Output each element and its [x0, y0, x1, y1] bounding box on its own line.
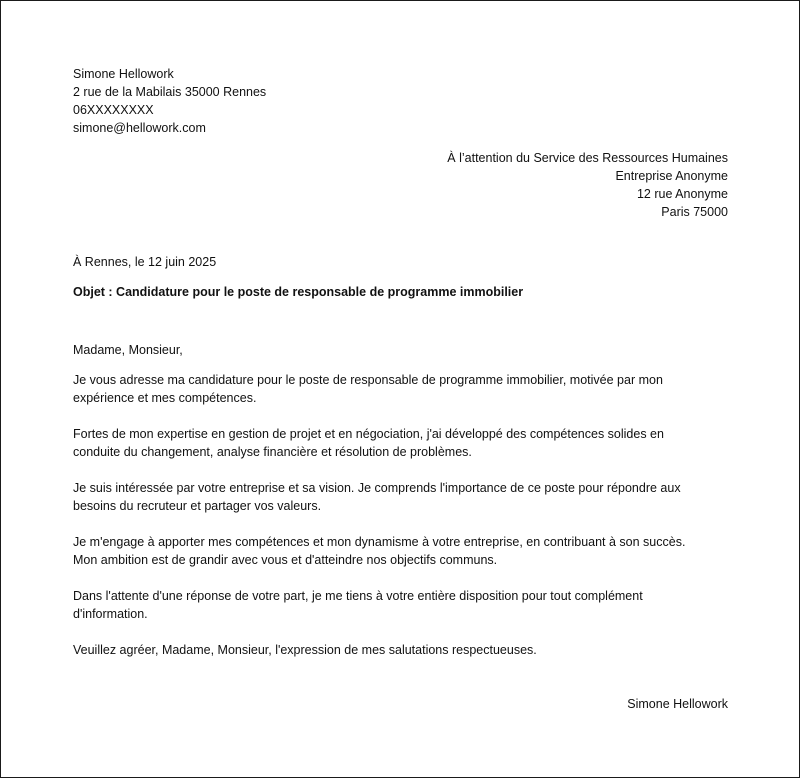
paragraph-line: expérience et mes compétences. [73, 391, 257, 405]
sender-address: 2 rue de la Mabilais 35000 Rennes [73, 85, 267, 99]
letter-signature: Simone Hellowork [627, 697, 728, 711]
sender-email: simone@hellowork.com [73, 121, 206, 135]
paragraph-line: besoins du recruteur et partager vos valeurs. [73, 499, 322, 513]
paragraph-line: Dans l'attente d'une réponse de votre part, je me tiens à votre entière disposition pour tout complément [73, 589, 643, 603]
sender-phone: 06XXXXXXXX [73, 103, 154, 117]
paragraph-line: Mon ambition est de grandir avec vous et d'atteindre nos objectifs communs. [73, 553, 498, 567]
paragraph-line: Fortes de mon expertise en gestion de projet et en négociation, j'ai développé des compétences solides en [73, 427, 664, 441]
letter-subject: Objet : Candidature pour le poste de responsable de programme immobilier [73, 285, 524, 299]
letter-closing: Veuillez agréer, Madame, Monsieur, l'expression de mes salutations respectueuses. [73, 643, 537, 657]
recipient-street: 12 rue Anonyme [636, 187, 728, 201]
paragraph-line: Je vous adresse ma candidature pour le poste de responsable de programme immobilier, motivée par mon [73, 373, 663, 387]
paragraph-line: Je m'engage à apporter mes compétences et mon dynamisme à votre entreprise, en contribuant à son succès. [73, 535, 686, 549]
paragraph-line: Je suis intéressée par votre entreprise et sa vision. Je comprends l'importance de ce poste pour répondre aux [73, 481, 681, 495]
recipient-attention: À l’attention du Service des Ressources Humaines [447, 151, 728, 165]
paragraph-line: d'information. [73, 607, 148, 621]
recipient-company: Entreprise Anonyme [615, 169, 728, 183]
sender-name: Simone Hellowork [73, 67, 174, 81]
recipient-city: Paris 75000 [661, 205, 728, 219]
letter-salutation: Madame, Monsieur, [73, 343, 183, 357]
paragraph [73, 533, 728, 569]
letter-date: À Rennes, le 12 juin 2025 [73, 255, 217, 269]
paragraph [73, 479, 728, 515]
letter-body [73, 65, 728, 713]
paragraph [73, 371, 728, 407]
recipient-block [73, 149, 728, 221]
paragraph [73, 587, 728, 623]
paragraph [73, 425, 728, 461]
sender-block [73, 65, 728, 137]
paragraph-line: conduite du changement, analyse financière et résolution de problèmes. [73, 445, 472, 459]
